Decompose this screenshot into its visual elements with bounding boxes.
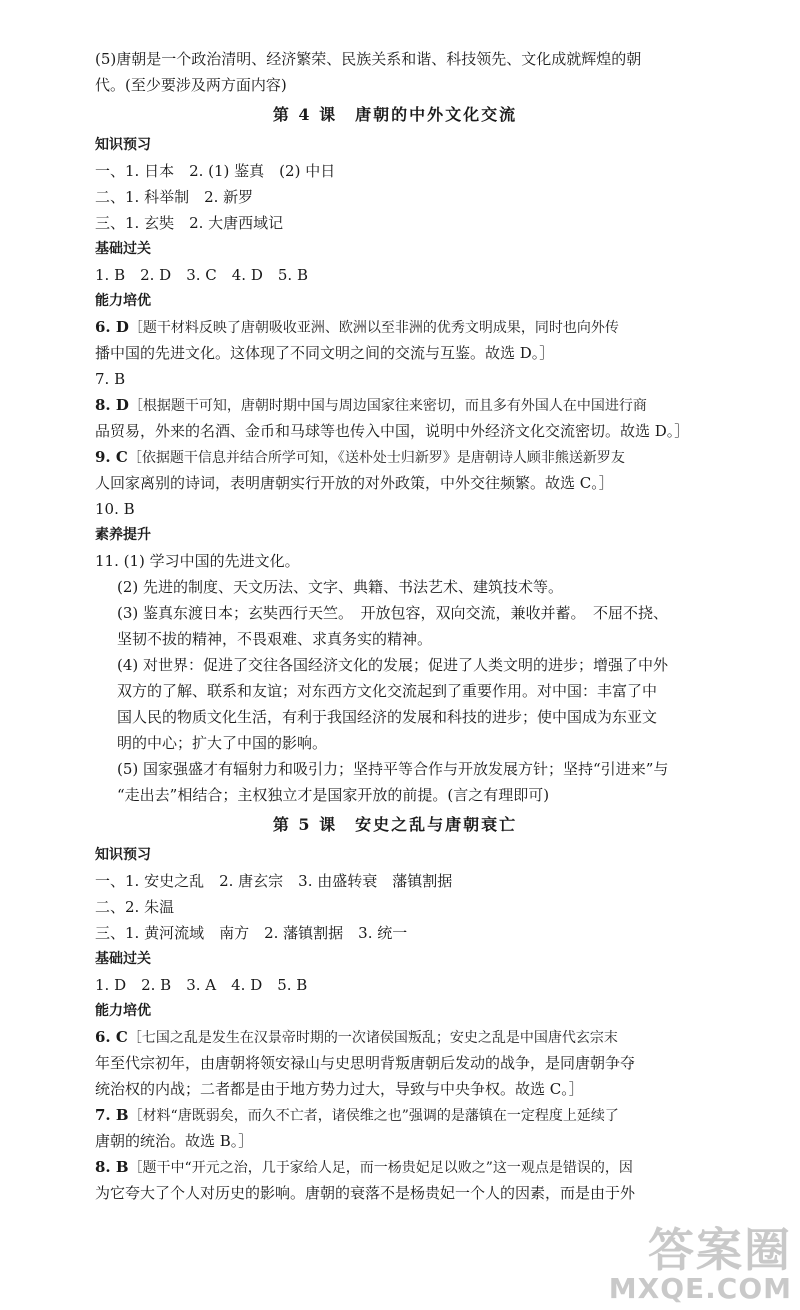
- text-line: 坚韧不拔的精神，不畏艰难、求真务实的精神。: [117, 630, 433, 648]
- answer-explanation: ［题干中“开元之治，几于家给人足，而一杨贵妃足以败之”这一观点是错误的，因: [128, 1160, 633, 1176]
- answer-number: 8. B: [95, 1158, 129, 1176]
- text-line: 国人民的物质文化生活，有利于我国经济的发展和科技的进步；使中国成为东亚文: [117, 708, 658, 726]
- lesson-title: 第 5 课 安史之乱与唐朝衰亡: [272, 815, 518, 834]
- text-line: 二、2. 朱温: [95, 898, 175, 916]
- text-line: 人回家离别的诗词，表明唐朝实行开放的对外政策，中外交往频繁。故选 C。］: [95, 474, 614, 492]
- text-line: 品贸易，外来的名酒、金币和马球等也传入中国，说明中外经济文化交流密切。故选 D。］: [95, 422, 690, 440]
- answer-number: 7. B: [95, 1106, 129, 1124]
- text-line: 为它夸大了个人对历史的影响。唐朝的衰落不是杨贵妃一个人的因素，而是由于外: [95, 1184, 636, 1202]
- text-line: 10. B: [95, 500, 135, 518]
- section-heading: 能力培优: [95, 1003, 151, 1019]
- text-line: 11. (1) 学习中国的先进文化。: [95, 552, 300, 570]
- section-heading: 基础过关: [95, 951, 151, 967]
- answer-explanation: ［题干材料反映了唐朝吸收亚洲、欧洲以至非洲的优秀文明成果，同时也向外传: [128, 320, 619, 336]
- answer-number: 8. D: [95, 396, 129, 414]
- answer-number: 6. C: [95, 1028, 128, 1046]
- watermark-url: MXQE.COM: [608, 1272, 792, 1305]
- section-heading: 基础过关: [95, 241, 151, 257]
- answer-explanation: ［七国之乱是发生在汉景帝时期的一次诸侯国叛乱；安史之乱是中国唐代玄宗末: [127, 1030, 618, 1046]
- text-line: 1. D 2. B 3. A 4. D 5. B: [95, 976, 308, 994]
- text-line: (3) 鉴真东渡日本；玄奘西行天竺。 开放包容，双向交流，兼收并蓄。 不屈不挠、: [117, 604, 669, 622]
- text-line: 年至代宗初年，由唐朝将领安禄山与史思明背叛唐朝后发动的战争，是同唐朝争夺: [95, 1054, 636, 1072]
- text-line: 播中国的先进文化。这体现了不同文明之间的交流与互鉴。故选 D。］: [95, 344, 555, 362]
- section-heading: 能力培优: [95, 293, 151, 309]
- answer-number: 6. D: [95, 318, 129, 336]
- answer-line: [95, 392, 695, 418]
- text-line: 二、1. 科举制 2. 新罗: [95, 188, 254, 206]
- text-line: 7. B: [95, 370, 126, 388]
- text-line: 统治权的内战；二者都是由于地方势力过大，导致与中央争权。故选 C。］: [95, 1080, 584, 1098]
- answer-key-content: [95, 46, 695, 1206]
- text-line: 代。(至少要涉及两方面内容): [95, 76, 287, 94]
- text-line: 一、1. 日本 2. (1) 鉴真 (2) 中日: [95, 162, 336, 180]
- answer-line: [95, 1154, 695, 1180]
- answer-line: [95, 1024, 695, 1050]
- lesson-title: 第 4 课 唐朝的中外文化交流: [272, 105, 518, 124]
- answer-explanation: ［依据题干信息并结合所学可知，《送朴处士归新罗》是唐朝诗人顾非熊送新罗友: [127, 450, 625, 466]
- section-heading: 知识预习: [95, 137, 151, 153]
- answer-line: [95, 444, 695, 470]
- text-line: “走出去”相结合；主权独立才是国家开放的前提。(言之有理即可): [117, 786, 550, 804]
- answer-line: [95, 314, 695, 340]
- answer-explanation: ［材料“唐既弱矣，而久不亡者，诸侯维之也”强调的是藩镇在一定程度上延续了: [128, 1108, 619, 1124]
- watermark-logo-text: 答案圈: [648, 1223, 792, 1277]
- watermark: [608, 1223, 792, 1305]
- text-line: (5) 国家强盛才有辐射力和吸引力；坚持平等合作与开放发展方针；坚持“引进来”与: [117, 760, 669, 778]
- text-line: 三、1. 玄奘 2. 大唐西域记: [95, 214, 284, 232]
- answer-explanation: ［根据题干可知，唐朝时期中国与周边国家往来密切，而且多有外国人在中国进行商: [128, 398, 647, 414]
- text-line: 一、1. 安史之乱 2. 唐玄宗 3. 由盛转衰 藩镇割据: [95, 872, 453, 890]
- answer-line: [95, 1102, 695, 1128]
- section-heading: 知识预习: [95, 847, 151, 863]
- text-line: 三、1. 黄河流域 南方 2. 藩镇割据 3. 统一: [95, 924, 408, 942]
- text-line: (2) 先进的制度、天文历法、文字、典籍、书法艺术、建筑技术等。: [117, 578, 564, 596]
- text-line: 唐朝的统治。故选 B。］: [95, 1132, 254, 1150]
- text-line: 双方的了解、联系和友谊；对东西方文化交流起到了重要作用。对中国：丰富了中: [117, 682, 658, 700]
- answer-number: 9. C: [95, 448, 128, 466]
- text-line: (4) 对世界：促进了交往各国经济文化的发展；促进了人类文明的进步；增强了中外: [117, 656, 669, 674]
- text-line: 明的中心；扩大了中国的影响。: [117, 734, 328, 752]
- text-line: 1. B 2. D 3. C 4. D 5. B: [95, 266, 308, 284]
- section-heading: 素养提升: [95, 527, 151, 543]
- text-line: (5)唐朝是一个政治清明、经济繁荣、民族关系和谐、科技领先、文化成就辉煌的朝: [95, 50, 642, 68]
